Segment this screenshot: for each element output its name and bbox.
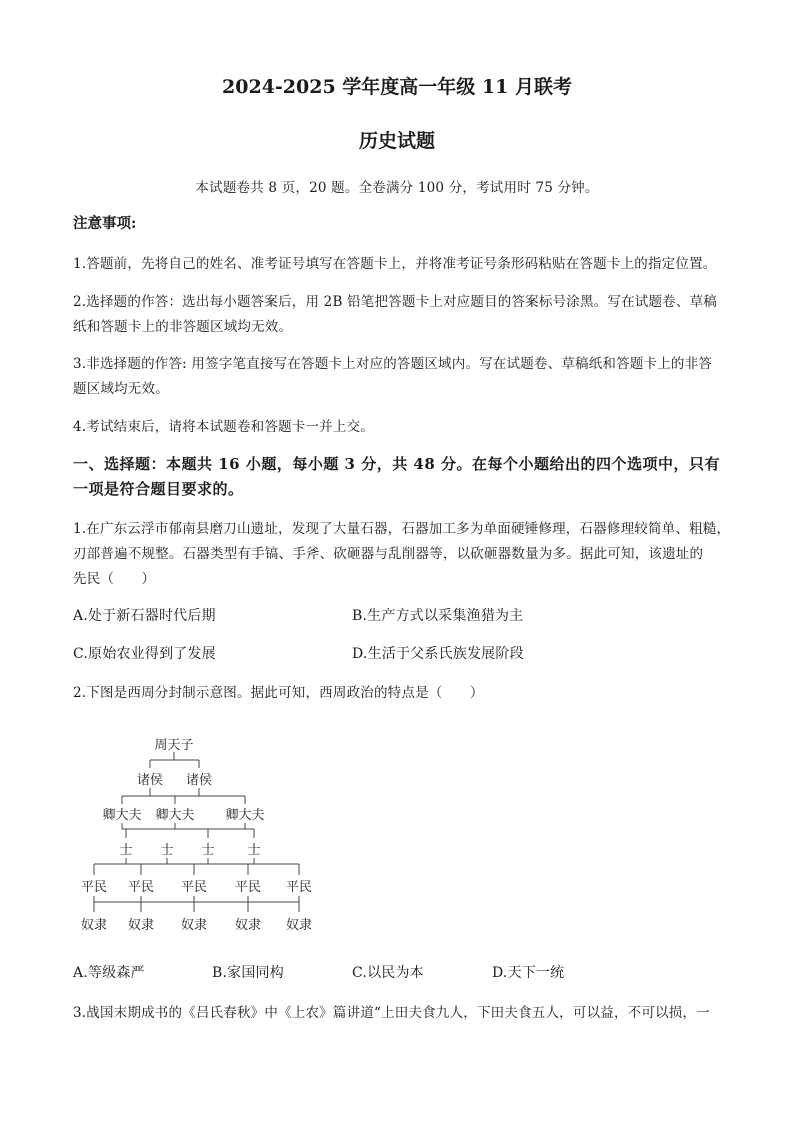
node-vassal: 诸侯: [136, 773, 164, 788]
question-stem-line: 刃部普遍不规整。石器类型有手镐、手斧、砍砸器与乱削器等，以砍砸器数量为多。据此可知，该遗址的: [73, 546, 704, 562]
option-b: B.生产方式以采集渔猎为主: [352, 608, 524, 624]
section-heading-line: 一、选择题：本题共 16 小题，每小题 3 分，共 48 分。在每个小题给出的四个选项中，只有: [73, 455, 721, 473]
option-b: B.家国同构: [212, 965, 284, 981]
option-d: D.生活于父系氏族发展阶段: [352, 646, 524, 662]
node-shi: 士: [247, 843, 261, 858]
node-slave: 奴隶: [127, 918, 155, 933]
question-stem-line: 先民（ ）: [73, 571, 156, 587]
subject-title: 历史试题: [358, 130, 435, 152]
notice-item: 2.选择题的作答：选出每小题答案后，用 2B 铅笔把答题卡上对应题目的答案标号涂黑。写在试题卷、草稿: [73, 294, 717, 310]
option-a: A.处于新石器时代后期: [73, 608, 216, 624]
node-slave: 奴隶: [80, 918, 108, 933]
question-stem-line: 3.战国末期成书的《吕氏春秋》中《上农》篇讲道“上田夫食九人，下田夫食五人，可以益，不可以损，一: [73, 1005, 710, 1021]
node-commoner: 平民: [80, 880, 108, 895]
exam-title: 2024-2025 学年度高一年级 11 月联考: [222, 76, 572, 98]
notice-item: 题区域均无效。: [73, 381, 169, 397]
node-commoner: 平民: [127, 880, 155, 895]
feudal-hierarchy-diagram: [78, 730, 328, 942]
notice-item: 4.考试结束后，请将本试题卷和答题卡一并上交。: [73, 419, 374, 435]
node-commoner: 平民: [234, 880, 262, 895]
option-a: A.等级森严: [73, 965, 145, 981]
exam-info: 本试题卷共 8 页，20 题。全卷满分 100 分，考试用时 75 分钟。: [195, 180, 599, 196]
node-commoner: 平民: [285, 880, 313, 895]
node-slave: 奴隶: [234, 918, 262, 933]
node-commoner: 平民: [180, 880, 208, 895]
node-minister: 卿大夫: [102, 808, 142, 823]
option-c: C.原始农业得到了发展: [73, 646, 216, 662]
node-shi: 士: [119, 843, 133, 858]
question-stem: 2.下图是西周分封制示意图。据此可知，西周政治的特点是（ ）: [73, 685, 484, 701]
notice-item: 1.答题前，先将自己的姓名、准考证号填写在答题卡上，并将准考证号条形码粘贴在答题卡上的指定位置。: [73, 256, 717, 272]
node-slave: 奴隶: [285, 918, 313, 933]
node-vassal: 诸侯: [185, 773, 213, 788]
notice-heading: 注意事项:: [73, 215, 137, 232]
node-shi: 士: [201, 843, 215, 858]
notice-item: 3.非选择题的作答: 用签字笔直接写在答题卡上对应的答题区域内。写在试题卷、草稿纸和答题卡上的非答: [73, 356, 713, 372]
node-slave: 奴隶: [180, 918, 208, 933]
node-minister: 卿大夫: [225, 808, 265, 823]
option-c: C.以民为本: [352, 965, 424, 981]
option-d: D.天下一统: [492, 965, 565, 981]
node-shi: 士: [160, 843, 174, 858]
question-stem-line: 1.在广东云浮市郁南县磨刀山遗址，发现了大量石器，石器加工多为单面硬锤修理，石器修理较简单、粗糙，: [73, 521, 731, 537]
node-zhou-king: 周天子: [154, 738, 194, 753]
notice-item: 纸和答题卡上的非答题区域均无效。: [73, 319, 293, 335]
node-minister: 卿大夫: [155, 808, 195, 823]
section-heading-line: 一项是符合题目要求的。: [73, 480, 244, 498]
